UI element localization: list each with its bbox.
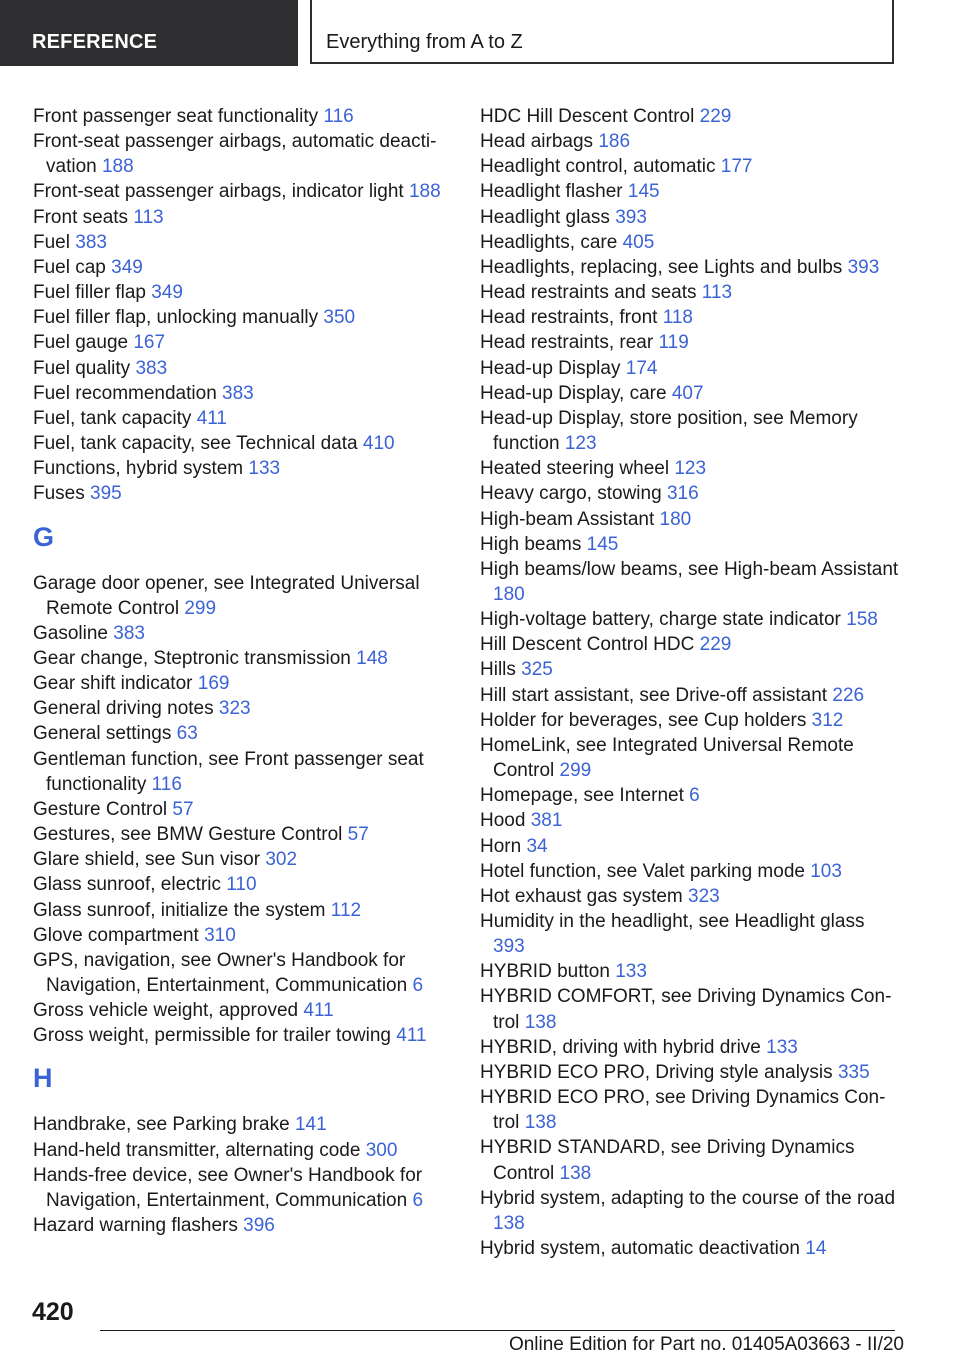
- index-entry-text: HYBRID, driving with hybrid drive: [480, 1036, 761, 1058]
- index-entry-text: Hotel function, see Valet parking mode: [480, 860, 805, 882]
- index-entry-text: Gear change, Steptronic transmission: [33, 647, 351, 669]
- index-entry: [480, 330, 900, 355]
- index-entry: [480, 230, 900, 255]
- index-entry: [480, 104, 900, 129]
- index-entry-text: Head restraints, front: [480, 307, 658, 329]
- index-entry-text: HYBRID button: [480, 961, 610, 983]
- index-entry: [33, 898, 458, 923]
- page-reference-link[interactable]: 110: [226, 874, 257, 896]
- page-reference-link[interactable]: 138: [524, 1112, 557, 1134]
- page-reference-link[interactable]: 300: [365, 1139, 398, 1161]
- index-entry: [33, 872, 458, 897]
- page-reference-link[interactable]: 6: [689, 785, 700, 807]
- index-entry-text: High-beam Assistant: [480, 508, 655, 530]
- page-reference-link[interactable]: 316: [666, 483, 699, 505]
- index-entry: [33, 1023, 458, 1048]
- page-reference-link[interactable]: 133: [248, 458, 281, 480]
- page-reference-link[interactable]: 411: [303, 1000, 334, 1022]
- page-reference-link[interactable]: 393: [493, 936, 525, 958]
- index-entry-text: Front passenger seat functionality: [33, 106, 319, 127]
- page-reference-link[interactable]: 393: [847, 256, 880, 278]
- index-entry: [480, 507, 900, 532]
- page-reference-link[interactable]: 323: [688, 885, 720, 907]
- index-entry-text: Hood: [480, 810, 526, 832]
- index-entry-text: Head-up Display: [480, 357, 621, 379]
- index-entry-text: HYBRID COMFORT, see Driving Dynamics Control: [480, 986, 892, 1033]
- page-reference-link[interactable]: 411: [396, 1025, 427, 1047]
- index-entry: [480, 657, 900, 682]
- index-entry: [480, 884, 900, 909]
- index-entry: [480, 381, 900, 406]
- page-reference-link[interactable]: 299: [559, 760, 592, 782]
- index-entry-text: Head restraints and seats: [480, 282, 697, 304]
- page-reference-link[interactable]: 138: [524, 1011, 557, 1033]
- index-entry-text: HYBRID ECO PRO, see Driving Dynamics Control: [480, 1087, 886, 1134]
- index-entry-text: Handbrake, see Parking brake: [33, 1114, 290, 1136]
- index-entry-text: Glass sunroof, electric: [33, 874, 221, 896]
- index-entry: [480, 154, 900, 179]
- page-reference-link[interactable]: 14: [805, 1238, 827, 1260]
- index-entry-text: Fuel cap: [33, 256, 106, 278]
- page-reference-link[interactable]: 169: [197, 673, 230, 695]
- index-entry: [480, 532, 900, 557]
- index-entry-text: Fuel recommendation: [33, 382, 217, 404]
- index-entry: [480, 683, 900, 708]
- index-entry: [480, 179, 900, 204]
- page-reference-link[interactable]: 180: [493, 583, 525, 605]
- page-reference-link[interactable]: 325: [521, 659, 553, 681]
- index-entry: [33, 571, 458, 621]
- index-entry-text: Horn: [480, 835, 522, 857]
- index-entry-text: GPS, navigation, see Owner's Handbook for Navigation, Entertainment, Communication: [33, 949, 408, 996]
- index-entry: [480, 909, 900, 959]
- page-reference-link[interactable]: 112: [330, 899, 362, 921]
- page-reference-link[interactable]: 118: [662, 307, 693, 329]
- page-reference-link[interactable]: 186: [598, 131, 631, 153]
- page-reference-link[interactable]: 312: [811, 709, 844, 731]
- index-entry: [33, 1213, 458, 1238]
- page-reference-link[interactable]: 350: [323, 307, 356, 329]
- index-entry-text: HYBRID STANDARD, see Driving Dynamics Control: [480, 1137, 855, 1184]
- page-reference-link[interactable]: 188: [408, 181, 441, 203]
- index-entry: [33, 481, 458, 506]
- index-entry-text: Head-up Display, store position, see Memory function: [480, 407, 858, 455]
- index-entry: [33, 747, 458, 797]
- index-entry-text: HYBRID ECO PRO, Driving style analysis: [480, 1061, 833, 1083]
- index-entry: [480, 1186, 900, 1236]
- index-entry: [480, 1060, 900, 1085]
- index-column-right: [480, 104, 900, 1261]
- index-entry-text: Hill Descent Control HDC: [480, 634, 695, 656]
- index-entry-text: Glove compartment: [33, 924, 199, 946]
- index-entry-text: High beams/low beams, see High-beam Assistant: [480, 558, 899, 580]
- page-reference-link[interactable]: 57: [347, 824, 369, 846]
- index-entry-text: General settings: [33, 723, 172, 745]
- index-entry: [480, 205, 900, 230]
- page-reference-link[interactable]: 188: [101, 156, 134, 178]
- index-column-left: [33, 104, 458, 1238]
- index-entry: [480, 305, 900, 330]
- index-entry: [33, 646, 458, 671]
- index-entry-text: Headlight control, automatic: [480, 156, 716, 178]
- page-reference-link[interactable]: 119: [658, 332, 689, 354]
- index-entry: [480, 255, 900, 280]
- edition-info: Online Edition for Part no. 01405A03663 - II/20: [508, 1334, 904, 1355]
- index-entry-text: High beams: [480, 533, 582, 555]
- index-entry: [33, 923, 458, 948]
- index-letter-heading: G: [33, 521, 55, 552]
- index-entry: [33, 104, 458, 129]
- index-entry-text: Gross weight, permissible for trailer towing: [33, 1025, 391, 1047]
- index-entry-text: Humidity in the headlight, see Headlight glass: [480, 911, 865, 932]
- index-entry-text: Head-up Display, care: [480, 382, 667, 404]
- index-entry-text: Heated steering wheel: [480, 458, 670, 480]
- page-reference-link[interactable]: 148: [356, 647, 388, 669]
- page-reference-link[interactable]: 229: [699, 634, 732, 656]
- section-tab: REFERENCE: [0, 0, 298, 66]
- index-entry: [33, 671, 458, 696]
- page-reference-link[interactable]: 113: [701, 282, 733, 304]
- index-entry: [480, 1236, 900, 1261]
- index-entry: [33, 431, 458, 456]
- page-reference-link[interactable]: 299: [184, 597, 217, 619]
- footer-divider: [100, 1330, 895, 1331]
- index-entry: [480, 632, 900, 657]
- page-reference-link[interactable]: 302: [265, 849, 298, 871]
- index-entry: [33, 948, 458, 998]
- index-entry: [480, 356, 900, 381]
- index-entry: [480, 607, 900, 632]
- page-reference-link[interactable]: 103: [810, 860, 842, 882]
- page-reference-link[interactable]: 393: [615, 206, 647, 228]
- index-entry: [33, 822, 458, 847]
- index-entry-text: Front seats: [33, 206, 129, 228]
- page-reference-link[interactable]: 113: [133, 206, 164, 228]
- page-reference-link[interactable]: 138: [493, 1212, 525, 1234]
- index-entry-text: Fuel, tank capacity: [33, 407, 192, 429]
- page-reference-link[interactable]: 116: [323, 106, 354, 127]
- page-reference-link[interactable]: 395: [90, 483, 122, 505]
- page-reference-link[interactable]: 145: [586, 533, 619, 555]
- page-reference-link[interactable]: 383: [113, 622, 145, 644]
- index-entry: [480, 456, 900, 481]
- index-entry: [480, 733, 900, 783]
- page-reference-link[interactable]: 226: [832, 684, 865, 706]
- index-entry: [33, 255, 458, 280]
- index-entry-text: Garage door opener, see Integrated Universal Remote Control: [33, 572, 420, 619]
- page-reference-link[interactable]: 123: [564, 433, 597, 455]
- page-reference-link[interactable]: 158: [846, 609, 878, 631]
- index-entry-text: Glare shield, see Sun visor: [33, 849, 261, 871]
- index-entry-text: Hot exhaust gas system: [480, 885, 683, 907]
- index-entry: [33, 330, 458, 355]
- index-entry-text: Functions, hybrid system: [33, 458, 244, 480]
- index-entry: [33, 797, 458, 822]
- page-number: 420: [32, 1298, 74, 1326]
- index-entry: [33, 847, 458, 872]
- index-entry: [33, 406, 458, 431]
- index-entry-text: General driving notes: [33, 698, 214, 720]
- index-entry-text: Front-seat passenger airbags, automatic deactivation: [33, 131, 437, 178]
- page-reference-link[interactable]: 396: [243, 1215, 275, 1237]
- index-entry-text: Hybrid system, automatic deactivation: [480, 1238, 800, 1260]
- index-entry-text: Fuel: [33, 231, 70, 253]
- index-entry: [480, 959, 900, 984]
- index-entry: [480, 783, 900, 808]
- page-reference-link[interactable]: 63: [176, 723, 198, 745]
- page-reference-link[interactable]: 177: [720, 156, 753, 178]
- page-reference-link[interactable]: 180: [659, 508, 692, 530]
- index-entry: [33, 129, 458, 179]
- page-reference-link[interactable]: 133: [615, 961, 647, 983]
- index-entry: [480, 129, 900, 154]
- index-entry: [33, 1112, 458, 1137]
- index-entry-text: Fuel, tank capacity, see Technical data: [33, 433, 358, 455]
- index-entry: [480, 808, 900, 833]
- page-reference-link[interactable]: 349: [111, 256, 143, 278]
- index-entry-text: Hybrid system, adapting to the course of the road: [480, 1187, 896, 1209]
- page-reference-link[interactable]: 141: [294, 1114, 327, 1136]
- index-entry-text: Fuses: [33, 483, 85, 505]
- index-entry-text: Homepage, see Internet: [480, 785, 684, 807]
- index-entry-text: Gentleman function, see Front passenger seat functionality: [33, 748, 424, 795]
- index-entry-text: Heavy cargo, stowing: [480, 483, 662, 505]
- index-entry-text: High-voltage battery, charge state indicator: [480, 609, 841, 631]
- index-entry: [33, 179, 458, 204]
- page-reference-link[interactable]: 383: [135, 357, 168, 379]
- index-entry: [33, 305, 458, 330]
- index-entry-text: HomeLink, see Integrated Universal Remote Control: [480, 734, 854, 782]
- index-entry-text: Front-seat passenger airbags, indicator light: [33, 181, 404, 203]
- index-entry-text: Headlights, care: [480, 231, 618, 253]
- page-reference-link[interactable]: 138: [559, 1162, 592, 1184]
- index-entry-text: Headlight glass: [480, 206, 610, 228]
- index-entry: [33, 456, 458, 481]
- index-entry: [480, 1035, 900, 1060]
- index-entry-text: Headlights, replacing, see Lights and bulbs: [480, 256, 843, 278]
- index-entry: [33, 721, 458, 746]
- index-entry-text: Fuel filler flap: [33, 282, 146, 304]
- page-reference-link[interactable]: 167: [133, 332, 166, 354]
- index-entry: [33, 998, 458, 1023]
- index-entry-text: Fuel quality: [33, 357, 131, 379]
- page-reference-link[interactable]: 383: [75, 231, 107, 253]
- index-entry: [480, 1135, 900, 1185]
- index-entry-text: Hills: [480, 659, 516, 681]
- page-reference-link[interactable]: 381: [530, 810, 563, 832]
- index-entry: [33, 205, 458, 230]
- index-entry: [33, 1138, 458, 1163]
- page-reference-link[interactable]: 133: [766, 1036, 798, 1058]
- index-entry-text: Gestures, see BMW Gesture Control: [33, 824, 343, 846]
- index-entry-text: Fuel filler flap, unlocking manually: [33, 307, 319, 329]
- index-entry: [480, 557, 900, 607]
- index-entry-text: Head airbags: [480, 131, 594, 153]
- index-entry-text: Gross vehicle weight, approved: [33, 1000, 299, 1022]
- index-entry-text: Head restraints, rear: [480, 332, 654, 354]
- index-entry: [480, 481, 900, 506]
- index-entry: [480, 859, 900, 884]
- index-entry-text: Holder for beverages, see Cup holders: [480, 709, 807, 731]
- index-entry-text: Glass sunroof, initialize the system: [33, 899, 326, 921]
- chapter-title: Everything from A to Z: [310, 0, 894, 64]
- page-reference-link[interactable]: 174: [625, 357, 658, 379]
- index-entry-text: HDC Hill Descent Control: [480, 106, 695, 127]
- index-entry-text: Hand-held transmitter, alternating code: [33, 1139, 361, 1161]
- index-entry: [33, 696, 458, 721]
- page-reference-link[interactable]: 405: [622, 231, 655, 253]
- index-entry-text: Gesture Control: [33, 798, 168, 820]
- index-entry: [480, 406, 900, 456]
- page-reference-link[interactable]: 116: [151, 773, 182, 795]
- index-entry: [33, 621, 458, 646]
- page-reference-link[interactable]: 6: [412, 1189, 424, 1211]
- index-entry: [33, 280, 458, 305]
- index-entry: [33, 1163, 458, 1213]
- page-reference-link[interactable]: 310: [204, 924, 236, 946]
- page-reference-link[interactable]: 229: [699, 106, 732, 127]
- page-reference-link[interactable]: 323: [218, 698, 251, 720]
- index-entry-text: Hill start assistant, see Drive-off assistant: [480, 684, 828, 706]
- index-entry: [480, 834, 900, 859]
- page-reference-link[interactable]: 145: [627, 181, 660, 203]
- page-reference-link[interactable]: 407: [671, 382, 704, 404]
- index-entry: [480, 280, 900, 305]
- index-entry: [480, 1085, 900, 1135]
- page-reference-link[interactable]: 335: [837, 1061, 870, 1083]
- page-reference-link[interactable]: 383: [222, 382, 254, 404]
- index-entry: [33, 230, 458, 255]
- index-entry-text: Gasoline: [33, 622, 108, 644]
- index-entry-text: Fuel gauge: [33, 332, 129, 354]
- page-reference-link[interactable]: 6: [412, 975, 424, 996]
- page-reference-link[interactable]: 349: [151, 282, 183, 304]
- index-entry: [480, 708, 900, 733]
- page-reference-link[interactable]: 411: [196, 407, 227, 429]
- page-reference-link[interactable]: 34: [526, 835, 548, 857]
- index-entry-text: Gear shift indicator: [33, 673, 193, 695]
- index-entry-text: Hazard warning flashers: [33, 1215, 238, 1237]
- index-entry: [480, 984, 900, 1034]
- index-entry-text: Hands-free device, see Owner's Handbook for Navigation, Entertainment, Communication: [33, 1164, 423, 1211]
- page-reference-link[interactable]: 123: [674, 458, 707, 480]
- page-reference-link[interactable]: 57: [172, 798, 194, 820]
- index-entry-text: Headlight flasher: [480, 181, 623, 203]
- index-letter-heading: H: [33, 1063, 53, 1094]
- page-header: [0, 0, 960, 66]
- index-entry: [33, 356, 458, 381]
- index-entry: [33, 381, 458, 406]
- page-reference-link[interactable]: 410: [362, 433, 395, 455]
